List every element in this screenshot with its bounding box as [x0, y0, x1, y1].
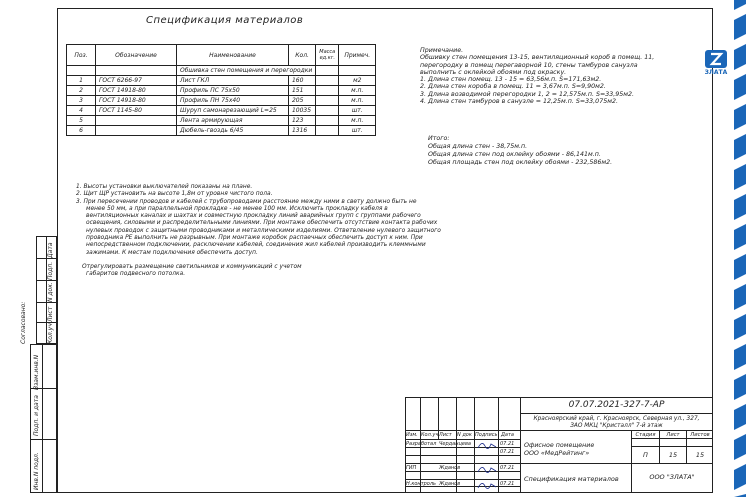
totals-line: Общая площадь стен под оклейку обоями - 232,586м2.: [428, 159, 613, 166]
general-note-line: габаритов подвесного потолка.: [86, 271, 186, 278]
agreed-label: Согласовано:: [20, 301, 27, 344]
note-line: 1. Длина стен помещ. 13 - 15 = 63,56м.п. S=171,63м2.: [420, 76, 602, 84]
address: [520, 416, 713, 429]
cell-unit: м.п.: [339, 96, 376, 106]
col-code: Обозначение: [96, 45, 177, 66]
cell-mass: [316, 126, 339, 136]
address-line: Красноярский край, г. Красноярск, Северная ул., 327,: [533, 416, 700, 422]
role-name: Черданцева: [439, 441, 471, 447]
general-note-line: непосредственном подключении, расключении кабелей, соединения жил кабелей производить клеммными: [86, 242, 426, 249]
logo-text: ЗЛАТА: [704, 69, 728, 76]
cell-qty: 151: [288, 86, 315, 96]
left-col-label: Лист: [47, 306, 54, 322]
note-line: 2. Длина стен короба в помещ. 11 = 3,67м.п. S=9,90м2.: [420, 83, 606, 91]
col-pos: Поз.: [67, 45, 96, 66]
sheets-label: Листов: [690, 432, 710, 438]
cell-code: ГОСТ 1145-80: [96, 106, 177, 116]
cell-name: Профиль ПН 75х40: [177, 96, 289, 106]
logo: [697, 50, 735, 82]
general-note-line: 1. Высоты установки выключателей показаны на плане.: [76, 184, 253, 190]
col-mass: Масса ед.кг.: [316, 45, 339, 66]
object-line: ООО «МедРейтинг»: [524, 450, 590, 457]
company-name: ООО "ЗЛАТА": [649, 473, 695, 481]
left-label-replace: Взам.инв.N: [33, 354, 40, 390]
totals-line: Общая длина стен под оклейку обоями - 86,141м.п.: [428, 151, 601, 158]
cell-code: ГОСТ 14918-80: [96, 86, 177, 96]
role-name: Жданов: [439, 481, 461, 487]
cell-mass: [316, 86, 339, 96]
table-row: [67, 106, 376, 116]
cell-pos: 1: [67, 76, 96, 86]
cell-code: [96, 126, 177, 136]
hdr-sign: Подпись: [475, 432, 498, 438]
logo-z-icon: [705, 50, 727, 68]
role-date: 07.21: [500, 449, 515, 455]
sheet-label: Лист: [666, 432, 680, 438]
drawing-name: Спецификация материалов: [524, 475, 619, 483]
table-row: [67, 116, 376, 126]
cell-unit: м.п.: [339, 86, 376, 96]
note-line: 3. Длина возводимой перегородки 1, 2 = 12,575м.п. S=33,95м2.: [420, 90, 635, 98]
cell-mass: [316, 106, 339, 116]
spec-table: [66, 44, 376, 136]
col-qty: Кол.: [288, 45, 315, 66]
cell-mass: [316, 116, 339, 126]
hdr-ndoc: N док: [457, 432, 472, 438]
section-title: Обшивка стен помещения и перегородки: [177, 66, 316, 76]
stage-value: П: [643, 451, 648, 459]
cell-code: ГОСТ 6266-97: [96, 76, 177, 86]
object-line: Офисное помещение: [524, 442, 595, 449]
sheets-value: 15: [695, 451, 705, 459]
col-name: Наименование: [177, 45, 289, 66]
general-note-line: Отрегулировать размещение светильников и коммуникаций с учетом: [82, 263, 302, 270]
note-heading: Примечание.: [420, 47, 464, 54]
left-col-label: N док.: [47, 282, 54, 302]
role: Разработал: [406, 441, 437, 447]
sheet-title: Спецификация материалов: [146, 15, 304, 26]
totals-line: Общая длина стен - 38,75м.п.: [428, 143, 528, 150]
cell-pos: 5: [67, 116, 96, 126]
role-name: Жданов: [439, 465, 461, 471]
totals-heading: Итого:: [428, 135, 450, 142]
hdr-kolich: Кол.уч: [421, 432, 439, 438]
general-note-line: [76, 257, 441, 264]
hdr-date: Дата: [501, 432, 514, 438]
cell-qty: 123: [288, 116, 315, 126]
cell-qty: 10035: [288, 106, 315, 116]
totals-block: [428, 135, 612, 167]
general-note-line: вентиляционных каналах и шахтах и совместную прокладку линий аварийных групп с группами рабочего: [86, 213, 421, 220]
general-notes: [76, 184, 441, 279]
cell-name: Лист ГКЛ: [177, 76, 289, 86]
role-date: 07.21: [500, 481, 515, 487]
doc-number: 07.07.2021-327-7-АР: [568, 400, 665, 410]
cell-name: Шуруп самонарезающий L=25: [177, 106, 289, 116]
signature-icon: [476, 478, 498, 492]
left-col-label: Кол.уч: [47, 323, 54, 344]
left-label-inv: Инв.N подл.: [33, 452, 40, 490]
cell-pos: 4: [67, 106, 96, 116]
cell-code: [96, 116, 177, 126]
cell-name: Лента армирующая: [177, 116, 289, 126]
note-line: выполнить с оклейкой обоями под окраску.: [420, 68, 567, 76]
role-date: 07.21: [500, 465, 515, 471]
cell-mass: [316, 76, 339, 86]
cell-pos: 6: [67, 126, 96, 136]
left-col-label: Дата: [47, 242, 54, 258]
cell-pos: 3: [67, 96, 96, 106]
cell-qty: 1316: [288, 126, 315, 136]
note-block: [420, 47, 654, 105]
left-label-sign-date: Подп. и дата: [33, 395, 40, 436]
cell-unit: шт.: [339, 106, 376, 116]
cell-pos: 2: [67, 86, 96, 96]
signature-icon: [476, 462, 498, 476]
col-unit: Примеч.: [339, 45, 376, 66]
table-row: [67, 86, 376, 96]
table-row: [67, 96, 376, 106]
stage-label: Стадия: [635, 432, 656, 438]
object-name: [524, 442, 594, 458]
role-date: 07.21: [500, 441, 515, 447]
role: ГИП: [406, 465, 417, 471]
cell-unit: м2: [339, 76, 376, 86]
hdr-list: Лист: [439, 432, 452, 438]
cell-name: Дюбель-гвоздь 6/45: [177, 126, 289, 136]
note-line: 4. Длина стен тамбуров в санузле = 12,25м.п. S=33,075м2.: [420, 98, 618, 106]
general-note-line: менее 50 мм, а при параллельной прокладке - не менее 100 мм. Исключить прокладку кабеля в: [86, 205, 388, 212]
signature-icon: [476, 438, 498, 452]
hdr-izm: Изм.: [406, 432, 418, 438]
table-header-row: [67, 45, 376, 66]
table-row: [67, 76, 376, 86]
cell-qty: 205: [288, 96, 315, 106]
general-note-line: зажимами. К местам подключения обеспечить доступ.: [86, 249, 258, 256]
cell-mass: [316, 96, 339, 106]
table-row: [67, 126, 376, 136]
general-note-line: освещения, силовыми и распределительными линиями. При монтаже обеспечить отсутствие контакта рабочих: [86, 220, 438, 227]
cell-qty: 160: [288, 76, 315, 86]
role: Н.контроль: [406, 481, 436, 487]
general-note-line: нулевых проводок с защитными проводниками и металлическими изделиями. Ответвление нулевого защитного: [86, 227, 441, 234]
general-note-line: проводника PE выполнить не разрывным. При монтаже коробок распаечных обеспечить доступ к ним. При: [86, 235, 423, 242]
cell-name: Профиль ПС 75х50: [177, 86, 289, 96]
cell-unit: шт.: [339, 126, 376, 136]
left-col-label: Подп.: [47, 261, 54, 280]
general-note-line: 3. При пересечении проводов и кабелей с трубопроводами расстояние между ними в свету должно быть не: [76, 198, 417, 205]
sheet-value: 15: [668, 451, 678, 459]
cell-unit: м.п.: [339, 116, 376, 126]
table-section-row: [67, 66, 376, 76]
address-line: ЗАО МКЦ "Кристалл" 7-й этаж: [570, 422, 663, 429]
note-line: Обшивку стен помещения 13-15, вентиляционный короб в помещ. 11,: [420, 54, 655, 62]
cell-code: ГОСТ 14918-80: [96, 96, 177, 106]
general-note-line: 2. Щит ЩР установить на высоте 1,8м от уровня чистого пола.: [76, 191, 273, 198]
note-line: перегородку в помещ перегаворной 10, стены тамбуров санузла: [420, 61, 638, 69]
